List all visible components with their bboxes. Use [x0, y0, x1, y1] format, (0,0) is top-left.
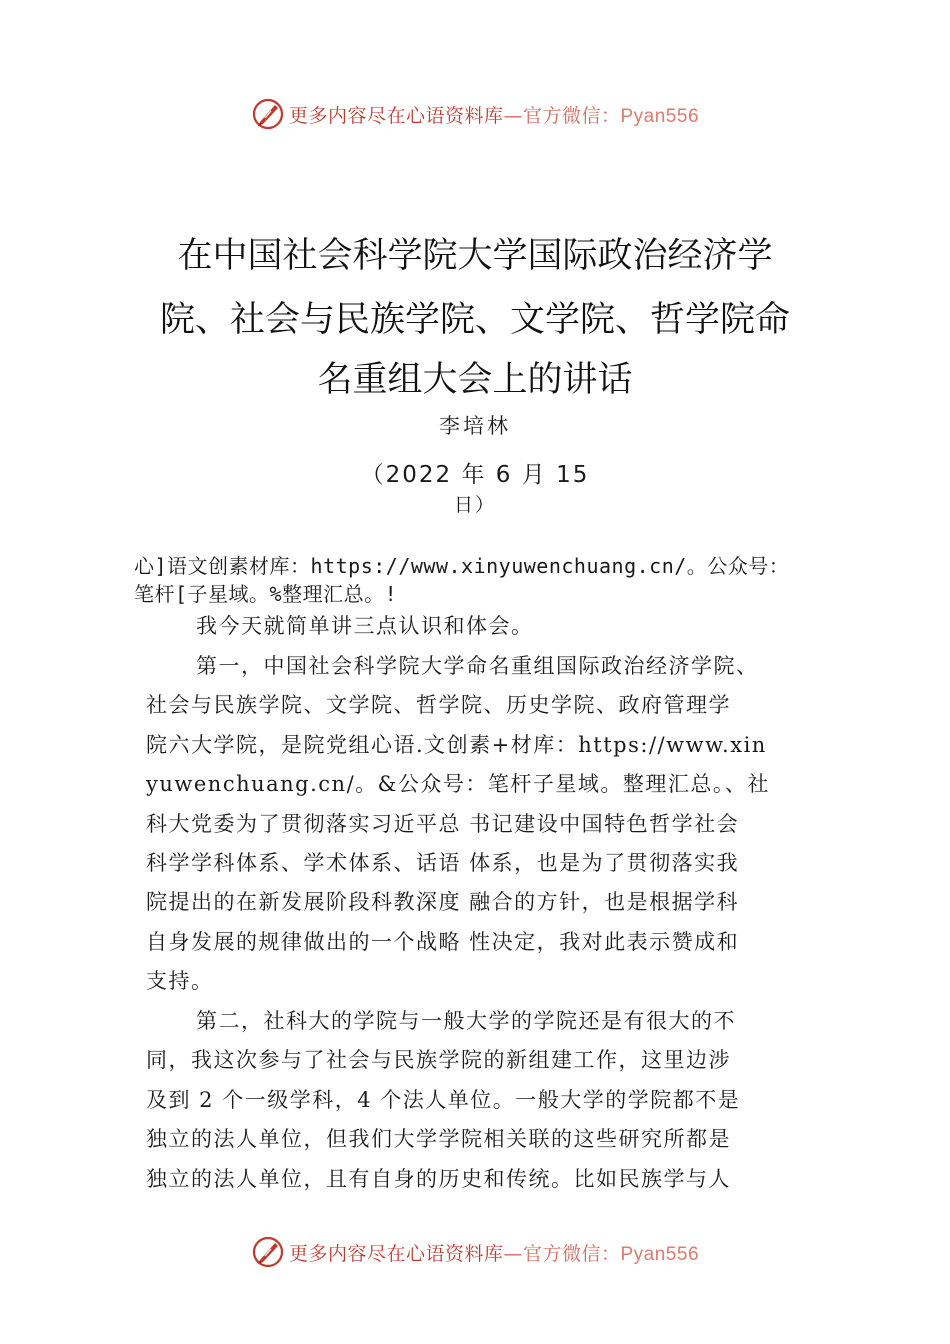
footer-banner — [0, 1232, 950, 1272]
source-notice-line-2: 笔杆[子星域。%整理汇总。! — [134, 582, 398, 606]
body-line: 院提出的在新发展阶段科教深度 融合的方针，也是根据学科 — [146, 890, 740, 914]
body-line: 自身发展的规律做出的一个战略 性决定，我对此表示赞成和 — [146, 930, 740, 954]
body-line: 同，我这次参与了社会与民族学院的新组建工作，这里边涉 — [146, 1048, 731, 1072]
quill-logo-icon — [251, 97, 285, 131]
date-line-1: （2022 年 6 月 15 — [360, 462, 590, 488]
body-line: 社会与民族学院、文学院、哲学院、历史学院、政府管理学 — [146, 693, 731, 717]
banner-site-text: 更多内容尽在心语资料库 — [288, 1242, 504, 1265]
banner-text — [289, 1239, 699, 1266]
document-title-line-1: 在中国社会科学院大学国际政治经济学 — [177, 236, 773, 276]
banner-text — [289, 101, 699, 128]
document-title-line-3: 名重组大会上的讲话 — [317, 360, 633, 400]
body-line: 独立的法人单位，但我们大学学院相关联的这些研究所都是 — [146, 1127, 731, 1151]
source-notice-line-1: 心]语文创素材库：https://www.xinyuwenchuang.cn/。公众号： — [134, 554, 790, 578]
body-line: 独立的法人单位，且有自身的历史和传统。比如民族学与人 — [146, 1167, 731, 1191]
banner-wechat-handle: Pyan556 — [620, 105, 700, 127]
banner-site-text: 更多内容尽在心语资料库 — [288, 104, 504, 127]
author-name: 李培林 — [439, 414, 511, 438]
body-line: 第二，社科大的学院与一般大学的学院还是有很大的不 — [196, 1009, 736, 1033]
document-title-line-2: 院、社会与民族学院、文学院、哲学院命 — [159, 300, 790, 340]
quill-logo-icon — [251, 1235, 285, 1269]
date-line-2: 日） — [453, 494, 496, 516]
body-line: 及到 2 个一级学科，4 个法人单位。一般大学的学院都不是 — [146, 1088, 741, 1112]
body-line: 科学学科体系、学术体系、话语 体系，也是为了贯彻落实我 — [146, 851, 740, 875]
body-line: 支持。 — [146, 969, 214, 993]
body-line: 第一，中国社会科学院大学命名重组国际政治经济学院、 — [196, 654, 759, 678]
banner-wechat-label: 官方微信： — [522, 104, 621, 127]
banner-separator: — — [503, 104, 523, 127]
body-line: 院六大学院，是院党组心语.文创素+材库：https://www.xin — [146, 733, 767, 757]
banner-wechat-handle: Pyan556 — [620, 1243, 700, 1265]
body-line: yuwenchuang.cn/。&公众号：笔杆子星域。整理汇总。、社 — [146, 772, 770, 796]
banner-separator: — — [503, 1242, 523, 1265]
body-line: 科大党委为了贯彻落实习近平总 书记建设中国特色哲学社会 — [146, 812, 740, 836]
body-line: 我今天就简单讲三点认识和体会。 — [196, 614, 534, 638]
banner-wechat-label: 官方微信： — [522, 1242, 621, 1265]
header-banner — [0, 94, 950, 134]
